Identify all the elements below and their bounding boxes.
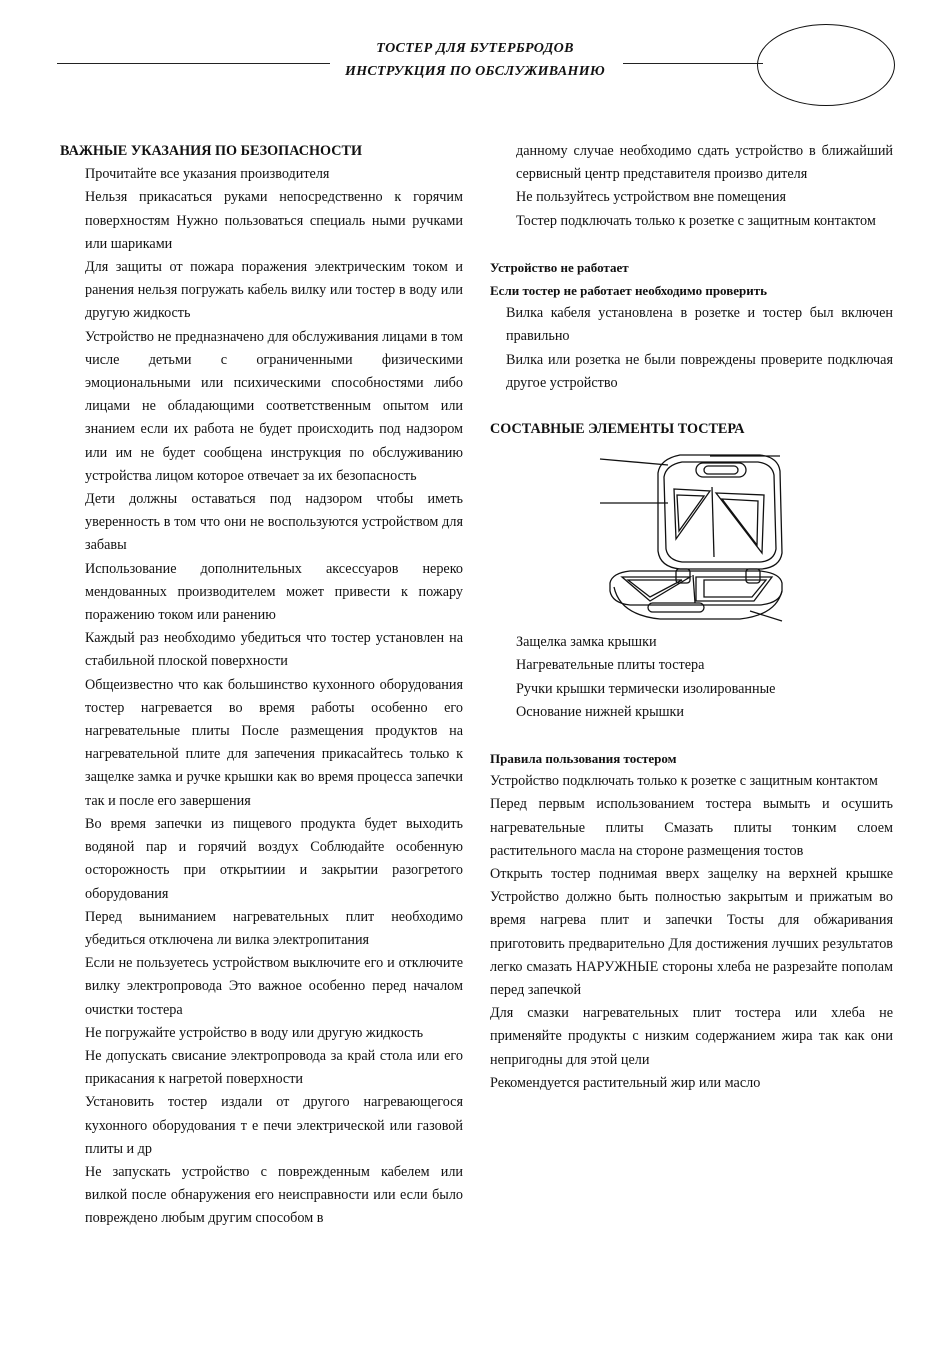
- header-rule-right: [623, 63, 763, 64]
- safety-continuation-item: данному случае необходимо сдать устройство в ближайший сервисный центр представителя произво дителя: [516, 143, 893, 183]
- safety-item: Не погружайте устройство в воду или другую жидкость: [85, 1024, 424, 1041]
- trouble-subheading: Если тостер не работает необходимо проверить: [490, 283, 768, 299]
- safety-item: Использование дополнительных аксессуаров нереко мендованных производителем может привести к пожару поражению током или ранению: [85, 560, 463, 624]
- usage-item: Устройство подключать только к розетке с защитным контактом: [490, 773, 878, 790]
- document-title: ТОСТЕР ДЛЯ БУТЕРБРОДОВ: [376, 41, 574, 56]
- trouble-item: Вилка или розетка не были повреждены проверите подключая другое устройство: [506, 351, 893, 391]
- document-subtitle: ИНСТРУКЦИЯ ПО ОБСЛУЖИВАНИЮ: [345, 64, 605, 79]
- safety-item: Во время запечки из пищевого продукта будет выходить водяной пар и горячий воздух Соблюдайте особенную осторожность при открытиии и закрытии разогретого оборудования: [85, 815, 463, 902]
- parts-legend: [490, 631, 893, 724]
- usage-item: Рекомендуется растительный жир или масло: [490, 1074, 761, 1091]
- safety-continuation-item: Тостер подключать только к розетке с защитным контактом: [516, 212, 876, 229]
- safety-item: Устройство не предназначено для обслуживания лицами в том числе детьми с ограниченными физическими эмоциональными или психическими способностями либо лицами не обладающими соответственным опытом или знанием если их работа не будет происходить под надзором или им не будет сообщена инструкция по обслуживанию устройства лицом которое отвечает за их безопасность: [85, 328, 463, 484]
- safety-item: Каждый раз необходимо убедиться что тостер установлен на стабильной плоской поверхности: [85, 630, 463, 670]
- usage-heading: Правила пользования тостером: [490, 751, 677, 767]
- parts-heading: СОСТАВНЫЕ ЭЛЕМЕНТЫ ТОСТЕРА: [490, 421, 745, 438]
- safety-item: Общеизвестно что как большинство кухонного оборудования тостер нагревается во время работы особенно его нагревательные плиты После размещения продуктов на нагревательной плите для запечения прикасайтесь только к защелке замка и ручке крышки как во время процесса запечки так и после его завершения: [85, 676, 463, 809]
- parts-item: Нагревательные плиты тостера: [516, 657, 705, 674]
- usage-item: Открыть тостер поднимая вверх защелку на верхней крышке Устройство должно быть полностью закрытым и прижатым во время нагрева плит и запечки Тосты для обжаривания приготовить предварительно Для достижения лучших результатов легко смазать НАРУЖНЫЕ стороны хлеба не разрезайте пополам перед запечкой: [490, 866, 893, 999]
- safety-heading: ВАЖНЫЕ УКАЗАНИЯ ПО БЕЗОПАСНОСТИ: [60, 143, 362, 159]
- trouble-heading: Устройство не работает: [490, 259, 629, 275]
- header-rule-left: [57, 63, 330, 64]
- safety-continuation-item: Не пользуйтесь устройством вне помещения: [516, 189, 787, 206]
- right-column: [490, 140, 893, 1095]
- safety-item: Дети должны оставаться под надзором чтобы иметь уверенность в том что они не воспользуются устройством для забавы: [85, 491, 463, 554]
- safety-item: Перед выниманием нагревательных плит необходимо убедиться отключена ли вилка электропитания: [85, 908, 463, 948]
- safety-item: Не допускать свисание электропровода за край стола или его прикасания к нагретой поверхности: [85, 1047, 463, 1088]
- safety-item: Нельзя прикасаться руками непосредственно к горячим поверхностям Нужно пользоваться специаль ными ручками или шариками: [85, 189, 463, 252]
- left-column: [60, 140, 463, 1231]
- toaster-illustration: [490, 441, 893, 631]
- safety-item: Прочитайте все указания производителя: [85, 166, 330, 183]
- toaster-diagram: [490, 441, 893, 631]
- usage-item: Для смазки нагревательных плит тостера или хлеба не применяйте продукты с низким содержанием жира так как они непригодны для этой цели: [490, 1005, 893, 1068]
- parts-item: Основание нижней крышки: [516, 703, 685, 720]
- language-oval-badge: [757, 24, 895, 106]
- parts-item: Защелка замка крышки: [516, 634, 657, 651]
- safety-item: Не запускать устройство с поврежденным кабелем или вилкой после обнаружения его неисправности или если было повреждено любым другим способом в: [85, 1163, 463, 1227]
- safety-item: Для защиты от пожара поражения электрическим током и ранения нельзя погружать кабель вилку или тостер в воду или другую жидкость: [85, 259, 463, 322]
- safety-item: Если не пользуетесь устройством выключите его и отключите вилку электропровода Это важное особенно перед началом очистки тостера: [85, 955, 463, 1018]
- safety-item: Установить тостер издали от другого нагревающегося кухонного оборудования т е печи электрической или газовой плиты и др: [85, 1094, 463, 1157]
- trouble-item: Вилка кабеля установлена в розетке и тостер был включен правильно: [506, 305, 893, 345]
- usage-item: Перед первым использованием тостера вымыть и осушить нагревательные плиты Смазать плиты тонким слоем растительного масла на стороне размещения тостов: [490, 796, 893, 859]
- parts-item: Ручки крышки термически изолированные: [516, 680, 776, 697]
